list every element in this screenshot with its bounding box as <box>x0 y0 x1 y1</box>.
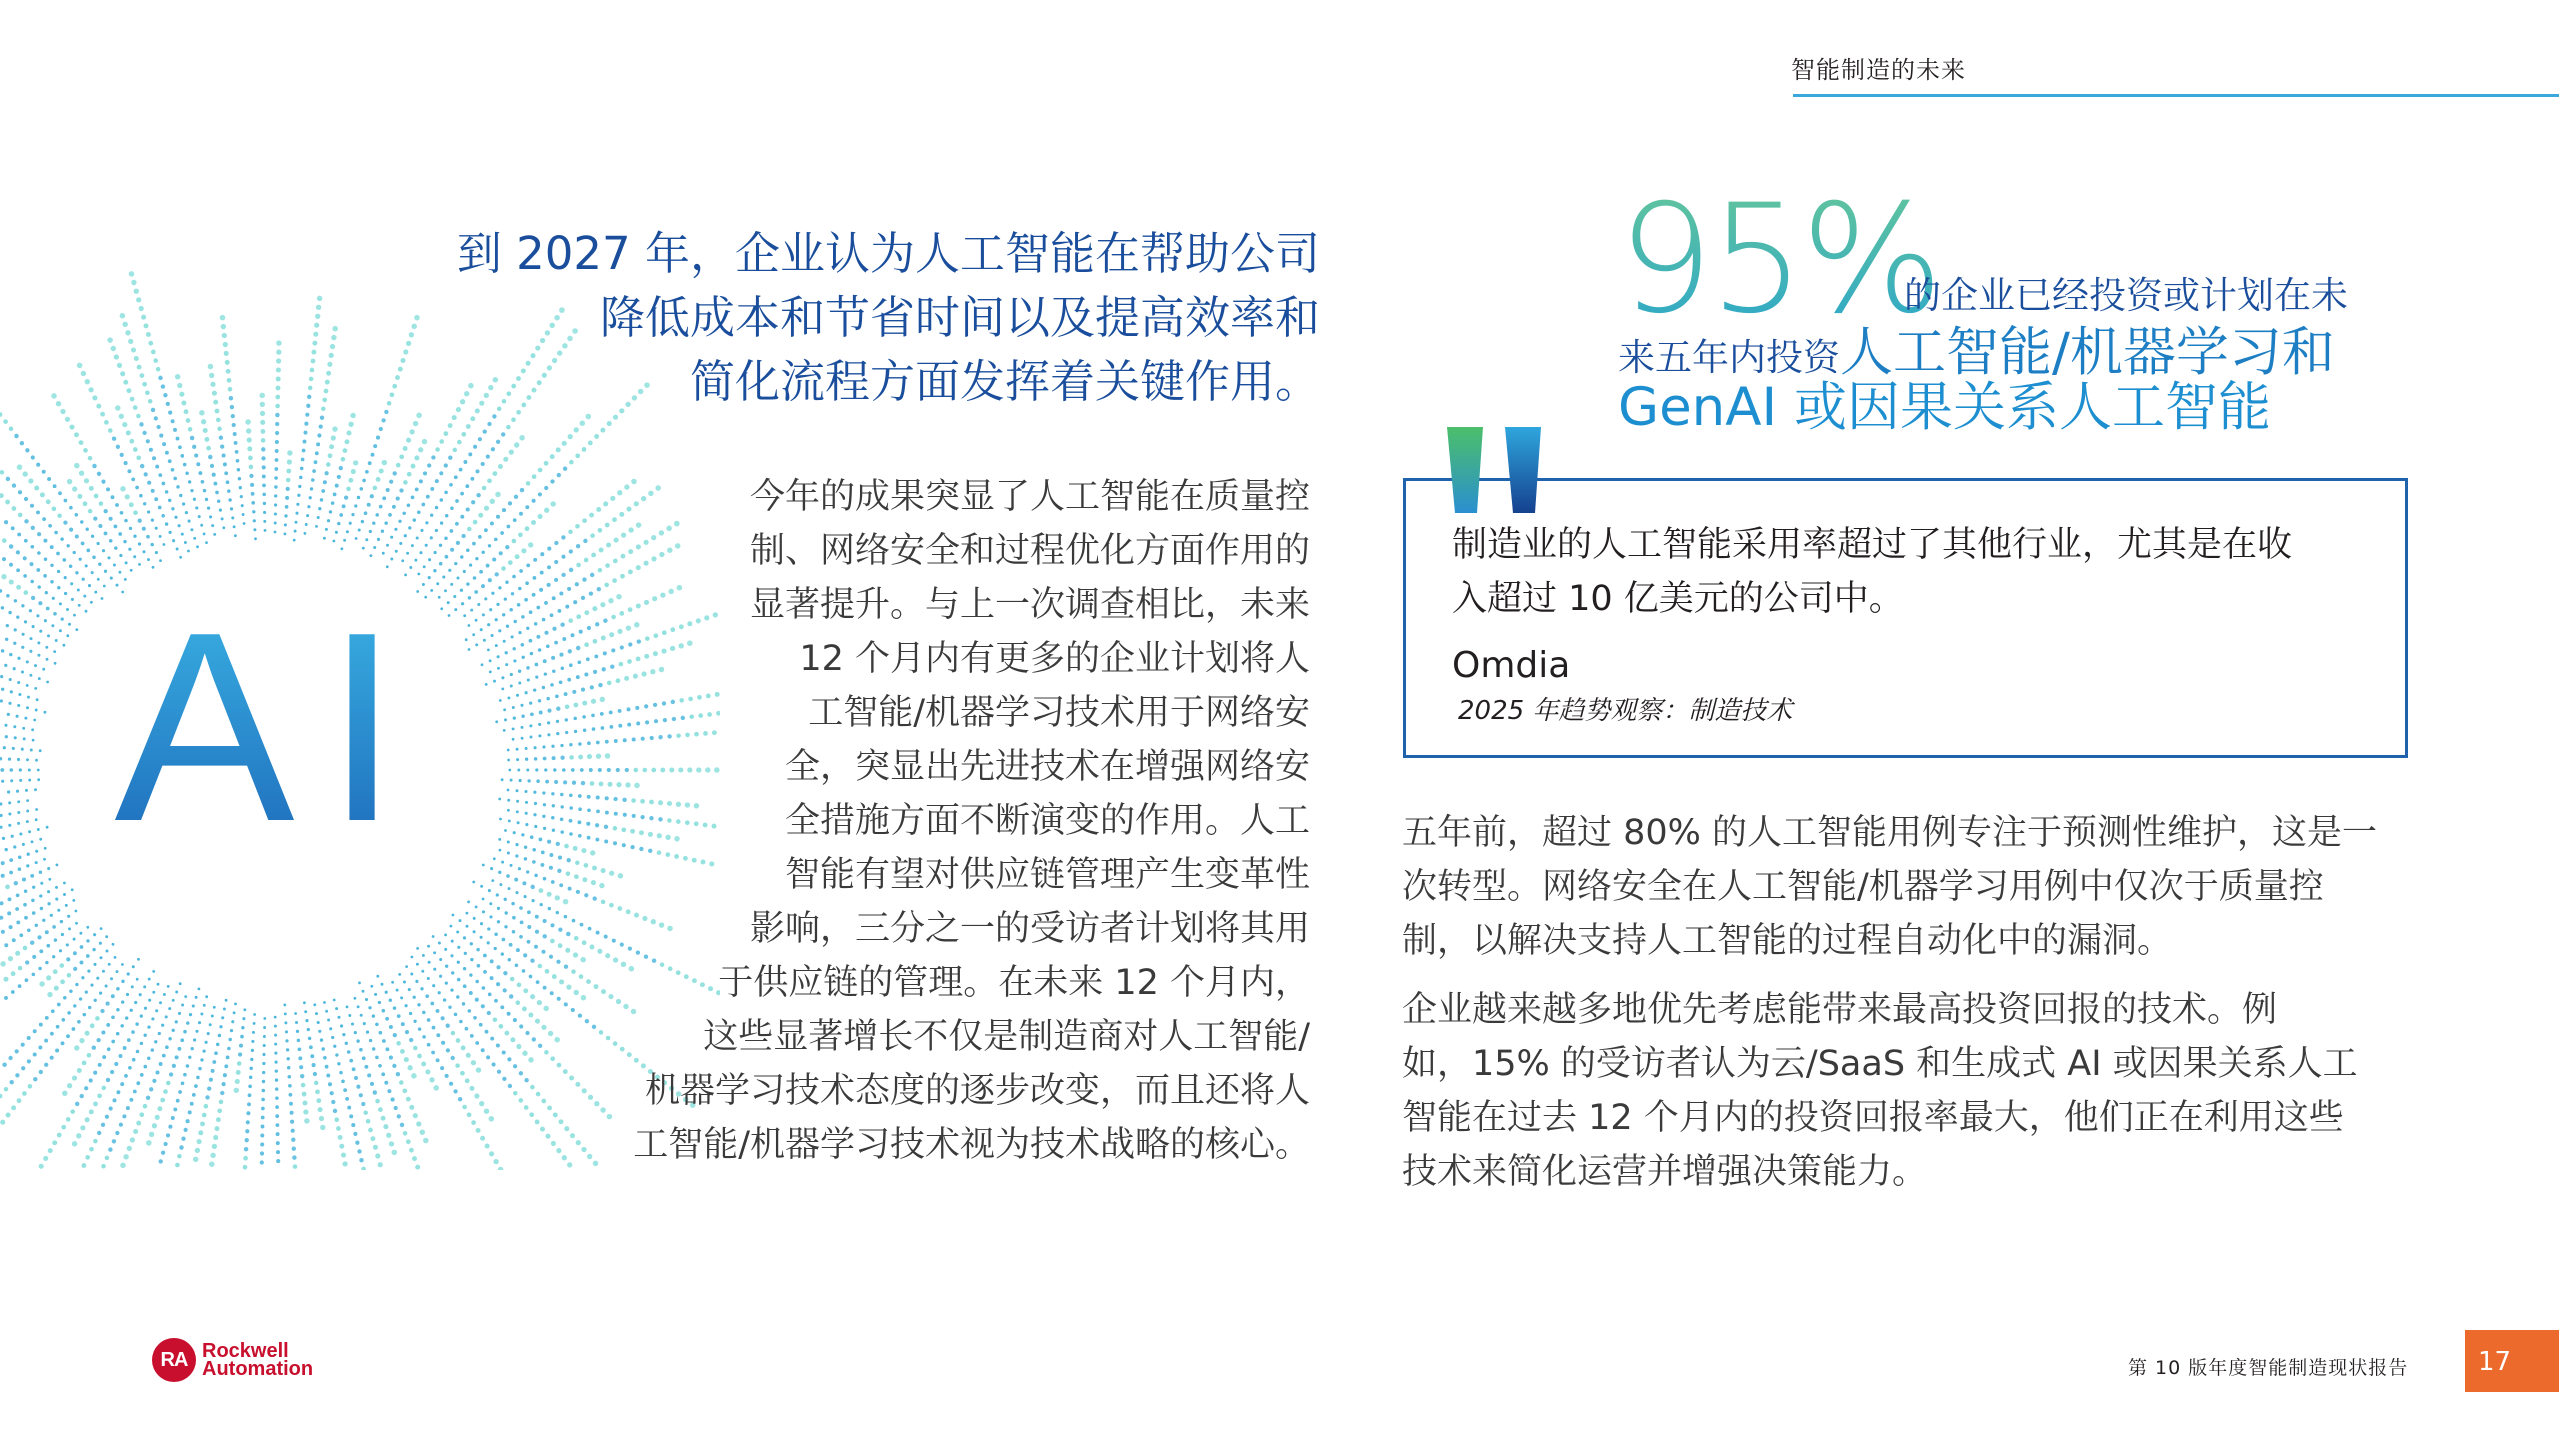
running-header: 智能制造的未来 <box>1791 56 1966 84</box>
headline-line-3: 简化流程方面发挥着关键作用。 <box>689 355 1320 408</box>
stat-line-3: GenAI 或因果关系人工智能 <box>1618 377 2272 438</box>
right-para-1-line: 次转型。网络安全在人工智能/机器学习用例中仅次于质量控 <box>1402 867 2324 907</box>
quote-line-2: 入超过 10 亿美元的公司中。 <box>1452 579 1904 619</box>
right-para-1-line: 五年前，超过 80% 的人工智能用例专注于预测性维护，这是一 <box>1402 813 2378 853</box>
left-para-line: 这些显著增长不仅是制造商对人工智能/ <box>703 1017 1310 1057</box>
headline-line-1: 到 2027 年，企业认为人工智能在帮助公司 <box>456 227 1320 280</box>
quote-source: Omdia <box>1452 645 1571 686</box>
logo-line-2: Automation <box>202 1358 314 1380</box>
logo-wordmark <box>202 1342 313 1378</box>
left-para-line: 今年的成果突显了人工智能在质量控 <box>749 477 1310 517</box>
left-para-line: 工智能/机器学习技术视为技术战略的核心。 <box>633 1125 1310 1165</box>
left-para-line: 智能有望对供应链管理产生变革性 <box>784 855 1310 895</box>
header-rule <box>1793 94 2559 97</box>
headline <box>360 222 1320 414</box>
left-para-line: 12 个月内有更多的企业计划将人 <box>799 639 1310 679</box>
footer-report-title: 第 10 版年度智能制造现状报告 <box>2128 1357 2409 1379</box>
page-number: 17 <box>2478 1347 2512 1377</box>
left-para-line: 机器学习技术态度的逐步改变，而且还将人 <box>644 1071 1310 1111</box>
right-para-2-line: 如，15% 的受访者认为云/SaaS 和生成式 AI 或因果关系人工 <box>1402 1044 2358 1084</box>
left-para-line: 影响，三分之一的受访者计划将其用 <box>749 909 1310 949</box>
left-para-line: 显著提升。与上一次调查相比，未来 <box>749 585 1310 625</box>
right-para-2-line: 技术来简化运营并增强决策能力。 <box>1402 1152 1928 1192</box>
right-body-paragraph-2 <box>1402 983 2412 1199</box>
ai-label: AI <box>114 577 430 878</box>
left-para-line: 工智能/机器学习技术用于网络安 <box>808 693 1310 733</box>
right-body-paragraph-1 <box>1402 806 2412 968</box>
logo-mark-icon: RA <box>152 1338 196 1382</box>
right-para-1-line: 制，以解决支持人工智能的过程自动化中的漏洞。 <box>1402 921 2173 961</box>
stat-callout <box>1618 173 2518 438</box>
left-body-paragraph <box>540 470 1310 1172</box>
stat-number: 95% <box>1618 173 1940 347</box>
left-para-line: 制、网络安全和过程优化方面作用的 <box>749 531 1310 571</box>
stat-line-2-small: 来五年内投资 <box>1618 336 1840 379</box>
stat-line-1: 的企业已经投资或计划在未 <box>1904 274 2348 317</box>
rockwell-automation-logo <box>152 1338 313 1382</box>
headline-line-2: 降低成本和节省时间以及提高效率和 <box>599 291 1320 344</box>
left-para-line: 全措施方面不断演变的作用。人工 <box>784 801 1310 841</box>
left-para-line: 全，突显出先进技术在增强网络安 <box>784 747 1310 787</box>
quote-line-1: 制造业的人工智能采用率超过了其他行业，尤其是在收 <box>1452 525 2293 565</box>
quote-citation: 2025 年趋势观察：制造技术 <box>1458 696 1793 726</box>
quotation-mark-icon <box>1443 425 1548 515</box>
right-para-2-line: 企业越来越多地优先考虑能带来最高投资回报的技术。例 <box>1402 990 2278 1030</box>
logo-line-1: Rockwell <box>202 1340 289 1362</box>
right-para-2-line: 智能在过去 12 个月内的投资回报率最大，他们正在利用这些 <box>1402 1098 2344 1138</box>
left-para-line: 于供应链的管理。在未来 12 个月内， <box>718 963 1310 1003</box>
quote-text <box>1452 518 2372 626</box>
stat-line-2-big: 人工智能/机器学习和 <box>1840 322 2335 383</box>
